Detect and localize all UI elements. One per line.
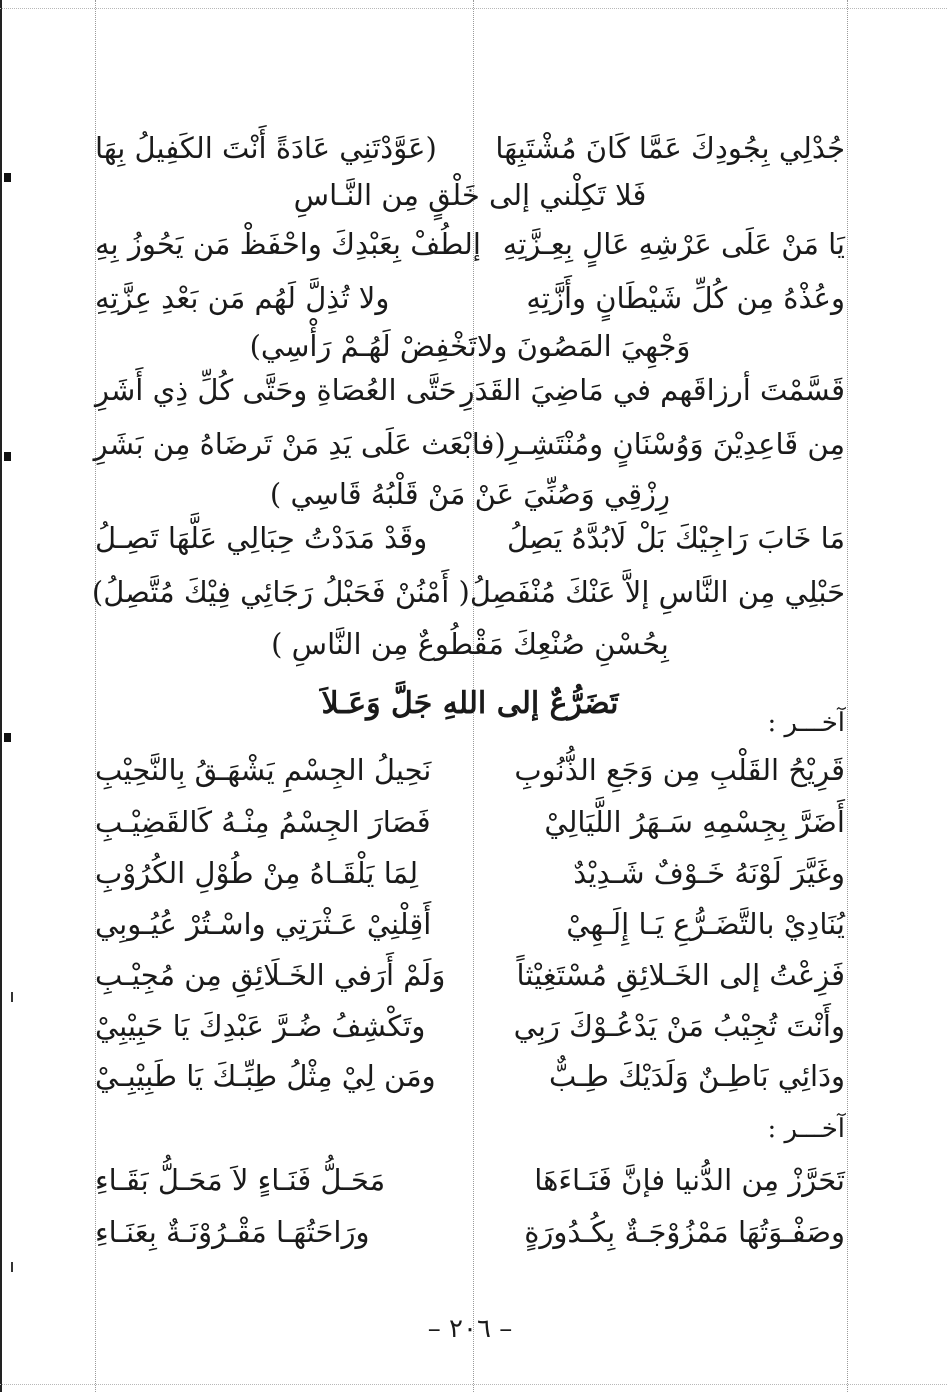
hemistich-left: مَحَـلُّ فَنَـاءٍ لاَ مَحَـلُّ بَقَـاءِ (95, 1163, 386, 1197)
verse-line (95, 424, 845, 464)
akhar-label: آخـــر : (767, 1114, 845, 1144)
hemistich-left: لِمَا يَلْقَـاهُ مِنْ طُوْلِ الكُرُوْبِ (95, 856, 419, 890)
verse-line (95, 853, 845, 893)
verse-refrain: فَلا تَكِلْني إلى خَلْقٍ مِن النَّـاسِ (293, 178, 647, 212)
verse-line (95, 1160, 845, 1200)
akhar-label: آخـــر : (767, 708, 845, 738)
hemistich-right: ودَائِي بَاطِـنٌ وَلَدَيْكَ طِـبٌّ (548, 1059, 845, 1093)
hemistich-left: ورَاحَتُهَـا مَقْـرُوْنَـةٌ بِعَنَـاءِ (95, 1215, 370, 1249)
hemistich-left: إلطُفْ بِعَبْدِكَ واحْفَظْ مَن يَحُوزُ بِهِ (95, 227, 481, 261)
section-heading: تَضَرُّعٌ إلى اللهِ جَلَّ وَعَـلاَ (321, 686, 619, 721)
hemistich-left: حَتَّى العُصَاةِ وحَتَّى كُلِّ ذِي أَشَرِ (95, 373, 457, 407)
verse-line (95, 750, 845, 790)
verse-line (95, 1056, 845, 1096)
margin-mark (4, 733, 11, 742)
verse-refrain: وَجْهِيَ المَصُونَ ولاتَخْفِضْ لَهُـمْ رَأْسِي) (249, 329, 691, 363)
hemistich-left: وتَكْشِفُ ضُـرَّ عَبْدِكَ يَا حَبِيْبِيْ (95, 1009, 426, 1043)
margin-tick (11, 992, 13, 1002)
hemistich-left: أَقِلْنِيْ عَـثْرَتِي واسْـتُرْ عُيُـوبِي (95, 907, 432, 941)
hemistich-right: وغَيَّرَ لَوْنَهُ خَـوْفٌ شَـدِيْدٌ (573, 856, 845, 890)
verse-line (91, 572, 845, 612)
hemistich-right: وصَفْـوَتُهَا مَمْزُوْجَـةٌ بِكُـدُورَةٍ (524, 1215, 845, 1249)
verse-line (95, 278, 845, 318)
hemistich-right: قَرِيْحُ القَلْبِ مِن وَجَعِ الذُّنُوبِ (514, 753, 845, 787)
hemistich-left: فَصَارَ الجِسْمُ مِنْـهُ كَالقَضِيْـبِ (95, 805, 431, 839)
hemistich-right: تَحَرَّزْ مِن الدُّنيا فإنَّ فَنَـاءَهَا (534, 1163, 845, 1197)
hemistich-right: وعُذْهُ مِن كُلِّ شَيْطَانٍ وأَزَّتِهِ (526, 281, 845, 315)
margin-mark (4, 173, 11, 182)
margin-tick (11, 1262, 13, 1272)
hemistich-left: وَلَمْ أَرَفي الخَـلَائِقِ مِن مُجِيْـبِ (95, 958, 446, 992)
verse-line (95, 224, 845, 264)
hemistich-left: (عَوَّدْتَنِي عَادَةً أَنْتَ الكَفِيلُ بِهَا (95, 131, 437, 165)
hemistich-right: قَسَّمْتَ أرزاقَهم في مَاضِيَ القَدَرِ (460, 373, 845, 407)
margin-mark (4, 452, 11, 461)
hemistich-right: وأَنْتَ تُجِيْبُ مَنْ يَدْعُـوْكَ رَبِي (513, 1009, 845, 1043)
hemistich-right: أَضَرَّ بِجِسْمِهِ سَـهَرُ اللَّيَالِيْ (544, 805, 845, 839)
verse-line (95, 904, 845, 944)
hemistich-left: وقَدْ مَدَدْتُ حِبَالِي عَلَّهَا تَصِـلُ (95, 521, 428, 555)
hemistich-right: يَا مَنْ عَلَى عَرْشِهِ عَالٍ بِعِـزَّتِهِ (502, 227, 845, 261)
hemistich-right: مِن قَاعِدِيْنَ وَوُسْنَانٍ ومُنْتَشِـرِ (505, 427, 845, 461)
verse-line (95, 1006, 845, 1046)
page-left-edge (0, 0, 2, 1392)
hemistich-left: ومَن لِيْ مِثْلُ طِبِّـكَ يَا طَبِيْبِـيْ (95, 1059, 436, 1093)
hemistich-right: فَزِعْتُ إلى الخَـلائِقِ مُسْتَغِيْثاً (516, 958, 845, 992)
verse-line (95, 955, 845, 995)
hemistich-left: ( أَمْنُنْ فَحَبْلُ رَجَائِي فِيْكَ مُتَّصِلُ) (91, 575, 470, 609)
verse-line (95, 518, 845, 558)
verse-refrain: بِحُسْنِ صُنْعِكَ مَقْطُوعٌ مِن النَّاسِ ) (271, 627, 669, 661)
hemistich-left: نَحِيلُ الجِسْمِ يَشْهَـقُ بِالنَّحِيْبِ (95, 753, 432, 787)
page-number: – ٢٠٦ – (427, 1314, 513, 1344)
hemistich-right: جُدْلِي بِجُودِكَ عَمَّا كَانَ مُشْتَبِهَا (495, 131, 845, 165)
hemistich-right: يُنَادِيْ بالتَّضَـرُّعِ يَـا إِلَـهِيْ (566, 907, 845, 941)
hemistich-right: مَا خَابَ رَاجِيْكَ بَلْ لَابُدَّهُ يَصِلُ (507, 521, 845, 555)
verse-line (95, 1212, 845, 1252)
hemistich-left: (فابْعَث عَلَى يَدِ مَنْ تَرضَاهُ مِن بَشَرِ (93, 427, 506, 461)
verse-line (95, 802, 845, 842)
hemistich-left: ولا تُذِلَّ لَهُم مَن بَعْدِ عِزَّتِهِ (95, 281, 390, 315)
document-page (91, 0, 845, 1392)
verse-refrain: رِزْقِي وَصُنِّيَ عَنْ مَنْ قَلْبُهُ قَاسِي ) (269, 477, 671, 511)
guide-line (847, 0, 848, 1392)
verse-line (95, 370, 845, 410)
hemistich-right: حَبْلِي مِن النَّاسِ إلاَّ عَنْكَ مُنْفَصِلُ (469, 575, 845, 609)
verse-line (95, 128, 845, 168)
